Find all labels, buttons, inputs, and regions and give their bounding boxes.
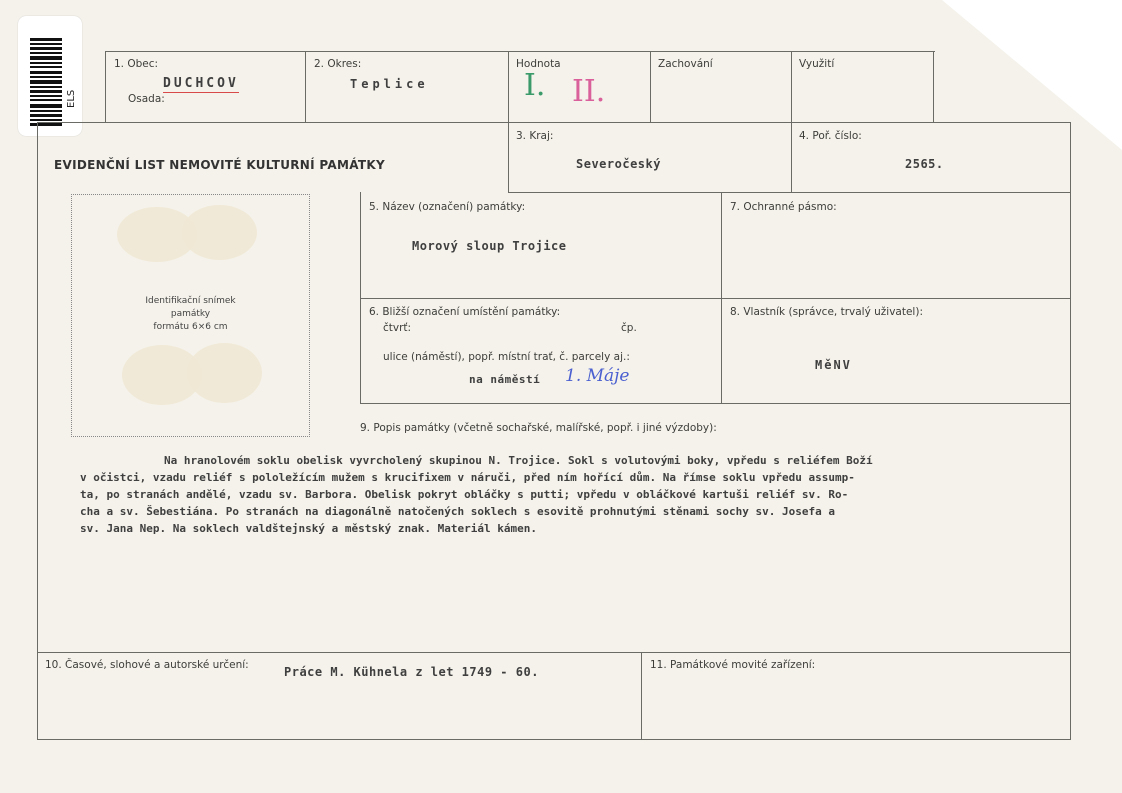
rule [305,51,306,123]
okres-label: 2. Okres: [314,58,362,70]
rule [360,298,1071,299]
photo-caption [72,295,309,334]
ulice-label: ulice (náměstí), popř. místní trať, č. parcely aj.: [383,351,630,363]
popis-label: 9. Popis památky (včetně sochařské, malířské, popř. i jiné výzdoby): [360,422,717,434]
hodnota-label: Hodnota [516,58,561,70]
ochranne-pasmo-label: 7. Ochranné pásmo: [730,201,837,213]
barcode-text: ELS [66,89,77,108]
photo-caption-line: památky [170,309,211,319]
osada-label: Osada: [128,93,165,105]
rule [1070,122,1071,740]
barcode-sticker [18,16,82,136]
adhesive-stain [187,343,262,403]
rule [650,51,651,123]
kraj-label: 3. Kraj: [516,130,554,142]
umisteni-label: 6. Bližší označení umístění památky: [369,306,561,318]
popis-line: ta, po stranách andělé, vzadu sv. Barbora. Obelisk pokryt obláčky s putti; vpředu v obláčkové kartuši reliéf sv. Ro- [80,488,849,501]
cut-corner [942,0,1122,150]
obec-value: DUCHCOV [163,76,239,91]
cp-label: čp. [621,322,637,334]
movite-label: 11. Památkové movité zařízení: [650,659,816,671]
popis-line: Na hranolovém soklu obelisk vyvrcholený skupinou N. Trojice. Sokl s volutovými boky, vpředu s reliéfem Boží [164,454,873,467]
rule [37,122,38,740]
hodnota-mark-green: I. [524,68,546,103]
ulice-typed: na náměstí [469,373,541,386]
urceni-value: Práce M. Kühnela z let 1749 - 60. [284,665,539,679]
vlastnik-value: MěNV [815,358,852,372]
form-title: EVIDENČNÍ LIST NEMOVITÉ KULTURNÍ PAMÁTKY [54,158,385,172]
rule [641,652,642,740]
popis-line: v očistci, vzadu reliéf s pololežícím mužem s krucifixem v náruči, před ním hořící dům. Na římse soklu vpředu assump- [80,471,855,484]
kraj-value: Severočeský [576,157,661,171]
popis-line: sv. Jana Nep. Na soklech valdštejnský a městský znak. Materiál kámen. [80,522,537,535]
rule [360,403,1071,404]
rule [508,192,1071,193]
rule [37,739,1071,740]
nazev-label: 5. Název (označení) památky: [369,201,526,213]
vyuziti-label: Využití [799,58,835,70]
adhesive-stain [182,205,257,260]
por-cislo-value: 2565. [905,157,944,171]
rule [37,122,1071,123]
zachovani-label: Zachování [658,58,713,70]
photo-caption-line: Identifikační snímek [145,296,236,306]
popis-line: cha a sv. Šebestiána. Po stranách na diagonálně natočených soklech s esovitě prohnutými stěnami sochy sv. Josefa a [80,505,835,518]
barcode-icon [30,38,62,128]
por-cislo-label: 4. Poř. číslo: [799,130,862,142]
obec-label: 1. Obec: [114,58,159,70]
rule [105,51,935,52]
rule [933,51,934,123]
ctvrt-label: čtvrť: [383,322,412,334]
okres-value: Teplice [350,77,429,91]
vlastnik-label: 8. Vlastník (správce, trvalý uživatel): [730,306,923,318]
popis-text [80,452,1040,537]
rule [105,51,106,123]
hodnota-mark-pink: II. [572,74,606,109]
photo-caption-line: formátu 6×6 cm [153,322,228,332]
photo-placeholder [71,194,310,437]
rule [37,652,1071,653]
nazev-value: Morový sloup Trojice [412,239,567,253]
ulice-handwritten: 1. Máje [565,366,630,386]
urceni-label: 10. Časové, slohové a autorské určení: [45,659,249,671]
